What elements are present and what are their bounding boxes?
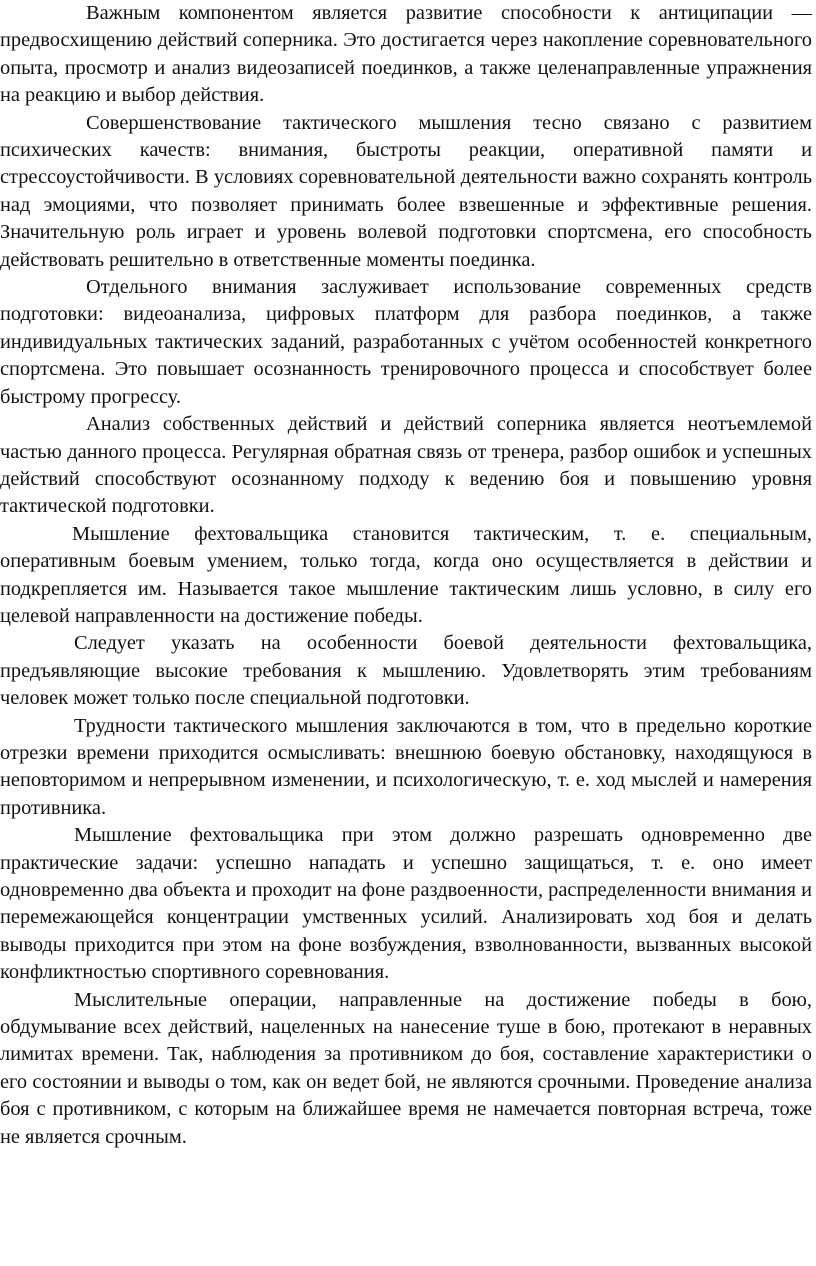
paragraph-self-analysis: Анализ собственных действий и действий соперника является неотъемлемой частью данного процесса. Регулярная обратная связь от тренера, разбор ошибок и успешных действий способствуют осознанному подходу к ведению боя и повышению уровня тактической подготовки.: [0, 413, 812, 518]
paragraph-dual-tasks: Мышление фехтовальщика при этом должно разрешать одновременно две практические задачи: успешно нападать и успешно защищаться, т. е. оно имеет одновременно два объекта и проходит на фоне раздвоенности, распределенности внимания и перемежающейся концентрации умственных усилий. Анализировать ход боя и делать выводы приходится при этом на фоне возбуждения, взволнованности, вызванных высокой конфликтностью спортивного соревнования.: [0, 824, 812, 984]
paragraph-modern-tools: Отдельного внимания заслуживает использование современных средств подготовки: видеоанализа, цифровых платформ для разбора поединков, а также индивидуальных тактических заданий, разработанных с учётом особенностей конкретного спортсмена. Это повышает осознанность тренировочного процесса и способствует более быстрому прогрессу.: [0, 276, 812, 408]
paragraph-tactical-thinking: Совершенствование тактического мышления тесно связано с развитием психических качеств: внимания, быстроты реакции, оперативной памяти и стрессоустойчивости. В условиях соревновательной деятельности важно сохранять контроль над эмоциями, что позволяет принимать более взвешенные и эффективные решения. Значительную роль играет и уровень волевой подготовки спортсмена, его способность действовать решительно в ответственные моменты поединка.: [0, 111, 812, 271]
paragraph-fencer-thinking: Мышление фехтовальщика становится тактическим, т. е. специальным, оперативным боевым умением, только тогда, когда оно осуществляется в действии и подкрепляется им. Называется такое мышление тактическим лишь условно, в силу его целевой направленности на достижение победы.: [0, 522, 812, 627]
paragraph-mental-operations: Мыслительные операции, направленные на достижение победы в бою, обдумывание всех действий, нацеленных на нанесение туше в бою, протекают в неравных лимитах времени. Так, наблюдения за противником до боя, составление характеристики о его состоянии и выводы о том, как он ведет бой, не являются срочными. Проведение анализа боя с противником, с которым на ближайшее время не намечается повторная встреча, тоже не является срочным.: [0, 988, 812, 1148]
paragraph-anticipation: Важным компонентом является развитие способности к антиципации — предвосхищению действий соперника. Это достигается через накопление соревновательного опыта, просмотр и анализ видеозаписей поединков, а также целенаправленные упражнения на реакцию и выбор действия.: [0, 2, 812, 107]
paragraph-combat-features: Следует указать на особенности боевой деятельности фехтовальщика, предъявляющие высокие требования к мышлению. Удовлетворять этим требованиям человек может только после специальной подготовки.: [0, 632, 812, 710]
paragraph-difficulties: Трудности тактического мышления заключаются в том, что в предельно короткие отрезки времени приходится осмысливать: внешнюю боевую обстановку, находящуюся в неповторимом и непрерывном изменении, и психологическую, т. е. ход мыслей и намерения противника.: [0, 714, 812, 819]
